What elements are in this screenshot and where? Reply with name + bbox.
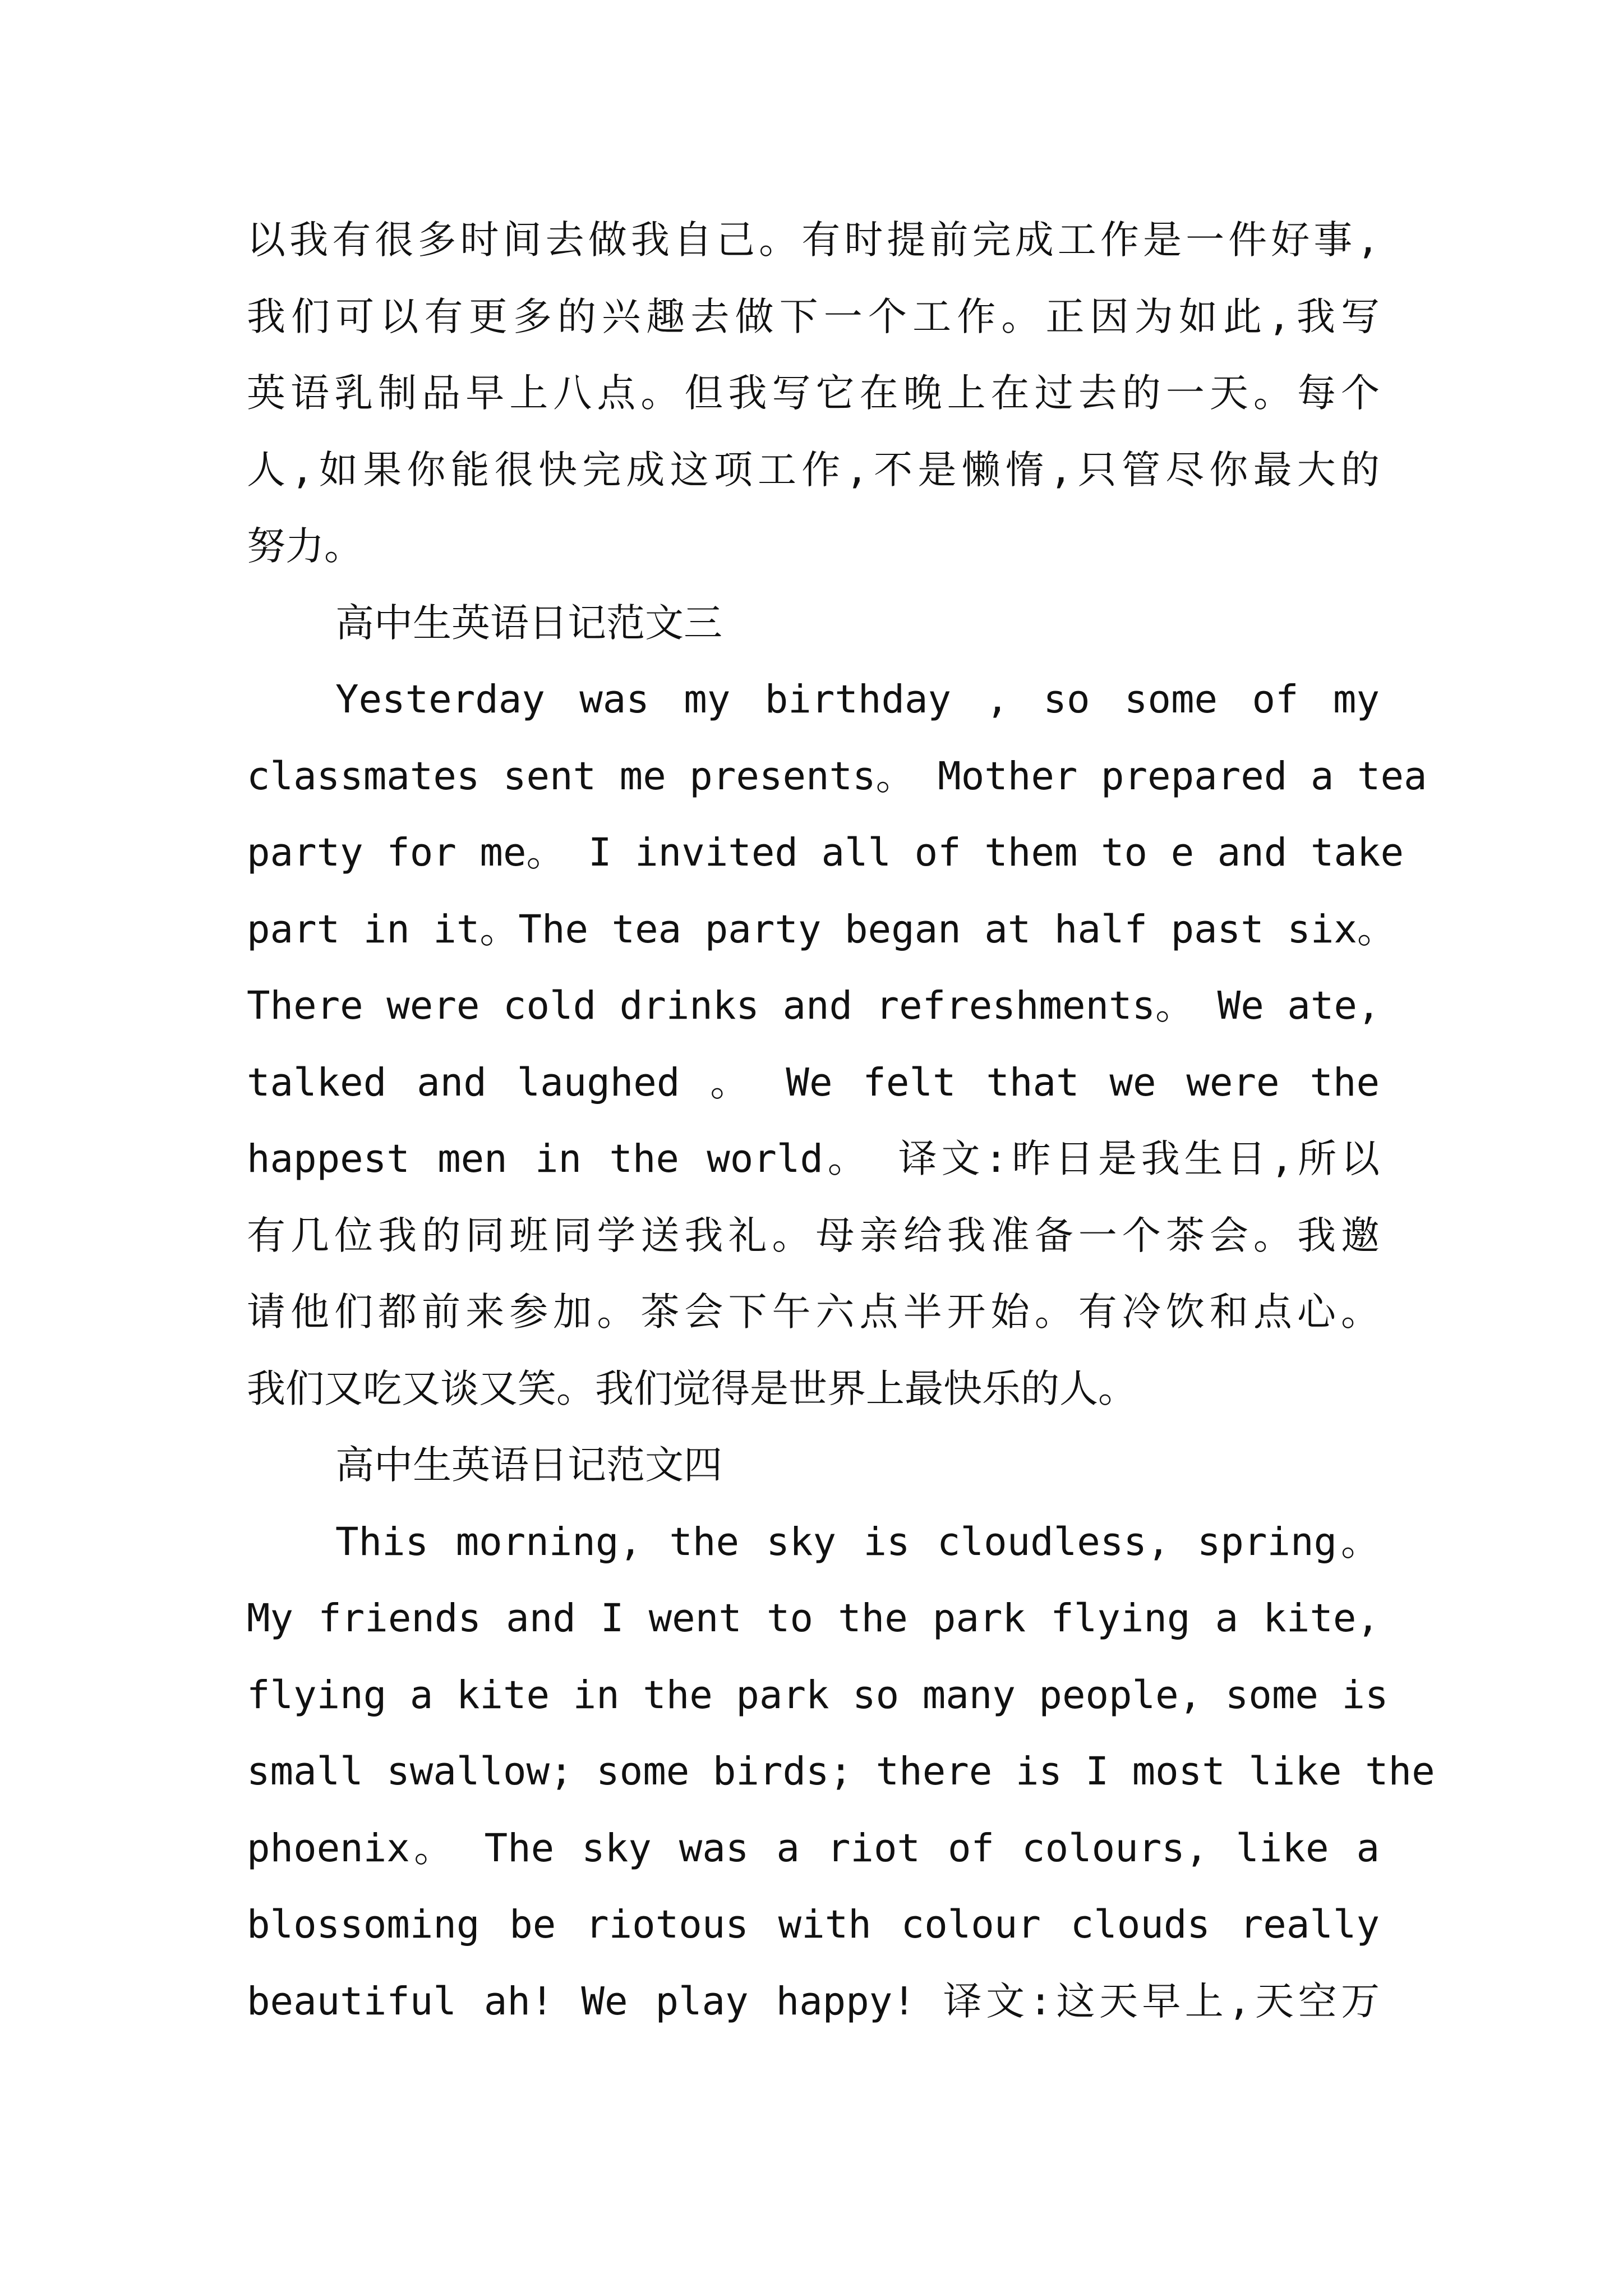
document-body [247, 202, 1435, 2040]
section-4 [247, 1427, 1435, 2040]
paragraph-continued [247, 202, 1380, 585]
text-line: My friends and I went to the park flying a kite, [247, 1596, 1380, 1641]
text-line: This morning, the sky is cloudless, spring。 [335, 1519, 1380, 1565]
text-line: flying a kite in the park so many people, some is [247, 1672, 1389, 1718]
text-line: 我们可以有更多的兴趣去做下一个工作。正因为如此,我写 [247, 294, 1380, 339]
section-heading: 高中生英语日记范文四 [335, 1443, 722, 1488]
text-line: phoenix。 The sky was a riot of colours, like a [247, 1825, 1380, 1871]
text-line: talked and laughed 。 We felt that we were the [247, 1060, 1380, 1105]
section-heading: 高中生英语日记范文三 [335, 600, 722, 646]
text-line: 请他们都前来参加。茶会下午六点半开始。有冷饮和点心。 [247, 1290, 1380, 1335]
text-line: part in it。The tea party began at half past six。 [247, 907, 1396, 952]
text-line: 我们又吃又谈又笑。我们觉得是世界上最快乐的人。 [247, 1366, 1137, 1411]
text-line: classmates sent me presents。 Mother prepared a tea [247, 753, 1427, 799]
text-line: 以我有很多时间去做我自己。有时提前完成工作是一件好事, [247, 218, 1380, 263]
text-line: happest men in the world。 译文:昨日是我生日,所以 [247, 1137, 1380, 1181]
text-line: 英语乳制品早上八点。但我写它在晚上在过去的一天。每个 [247, 371, 1380, 416]
text-line: blossoming be riotous with colour clouds really [247, 1902, 1380, 1947]
text-line: 有几位我的同班同学送我礼。母亲给我准备一个茶会。我邀 [247, 1213, 1380, 1258]
text-line: beautiful ah! We play happy! 译文:这天早上,天空万 [247, 1978, 1380, 2024]
text-line: There were cold drinks and refreshments。 We ate, [247, 983, 1381, 1028]
text-line: Yesterday was my birthday , so some of my [335, 677, 1380, 722]
text-line: 人,如果你能很快完成这项工作,不是懒惰,只管尽你最大的 [247, 447, 1380, 493]
text-line: 努力。 [247, 524, 363, 569]
section-3 [247, 585, 1427, 1428]
text-line: party for me。 I invited all of them to e and take [247, 830, 1404, 875]
text-line: small swallow; some birds; there is I most like the [247, 1749, 1435, 1794]
